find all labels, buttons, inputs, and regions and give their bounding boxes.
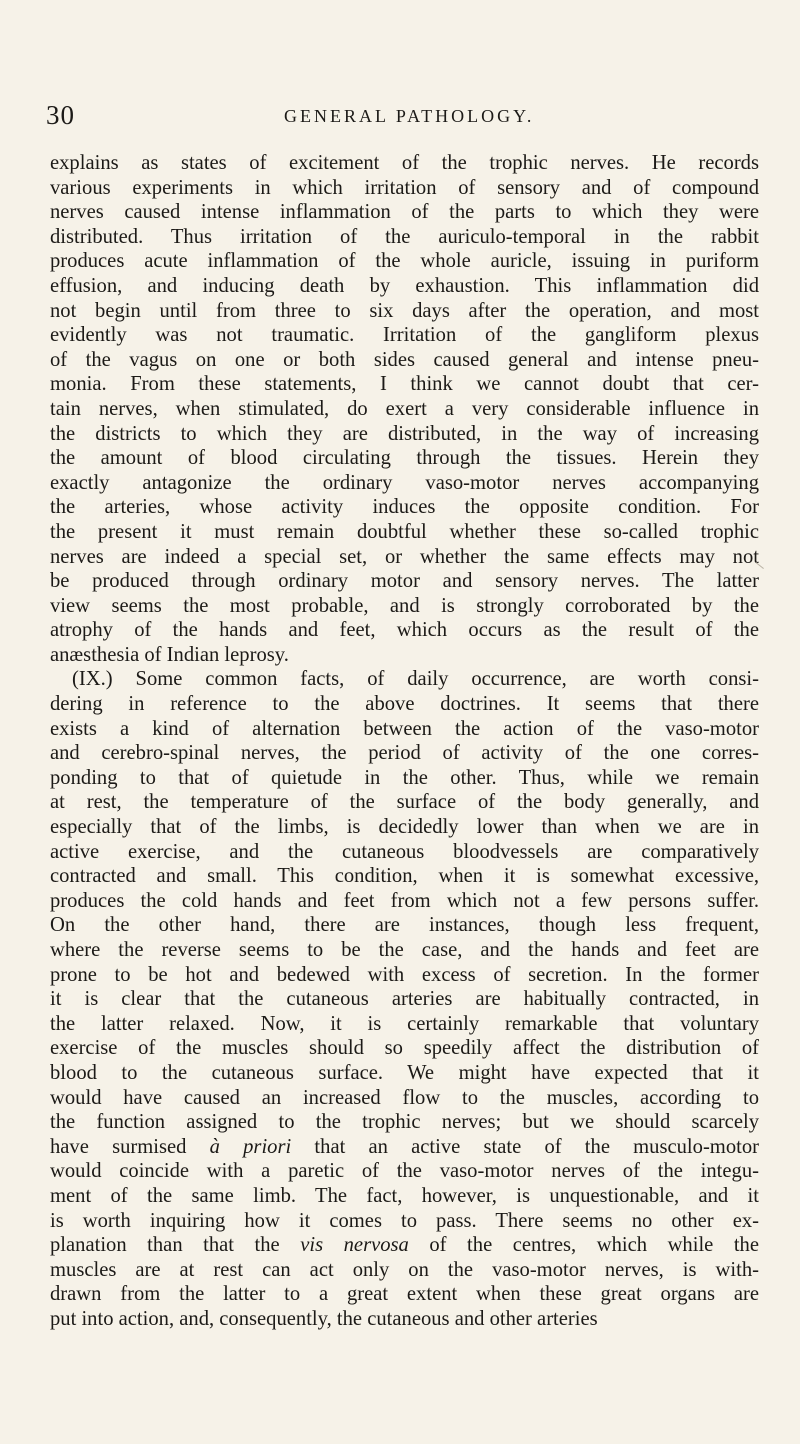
text-line: contracted and small. This condition, when it is somewhat excessive, bbox=[50, 865, 759, 888]
text-line: planation than that the vis nervosa of the centres, which while the bbox=[50, 1234, 759, 1257]
text-line: produces the cold hands and feet from which not a few persons suffer. bbox=[50, 889, 759, 912]
text-line: would have caused an increased flow to the muscles, according to bbox=[50, 1086, 759, 1109]
body-text bbox=[50, 151, 759, 1332]
text-line: the function assigned to the trophic nerves; but we should scarcely bbox=[50, 1111, 759, 1134]
text-line: where the reverse seems to be the case, and the hands and feet are bbox=[50, 939, 759, 961]
text-line: view seems the most probable, and is strongly corroborated by the bbox=[50, 594, 759, 617]
text-line: and cerebro-spinal nerves, the period of activity of the one corres- bbox=[50, 742, 759, 765]
text-line: explains as states of excitement of the trophic nerves. He records bbox=[50, 152, 759, 174]
text-line: the latter relaxed. Now, it is certainly remarkable that voluntary bbox=[50, 1012, 759, 1035]
text-line: ponding to that of quietude in the other. Thus, while we remain bbox=[50, 766, 759, 789]
text-line: the present it must remain doubtful whether these so-called trophic bbox=[50, 520, 759, 543]
text-line: various experiments in which irritation of sensory and of compound bbox=[50, 176, 759, 199]
running-title: GENERAL PATHOLOGY. bbox=[284, 106, 535, 126]
text-line: have surmised à priori that an active state of the musculo-motor bbox=[50, 1135, 759, 1158]
text-line: (IX.) Some common facts, of daily occurrence, are worth consi- bbox=[72, 668, 759, 691]
text-line: prone to be hot and bedewed with excess of secretion. In the former bbox=[50, 963, 759, 986]
text-line: the arteries, whose activity induces the opposite condition. For bbox=[50, 496, 759, 519]
text-line: blood to the cutaneous surface. We might have expected that it bbox=[50, 1061, 759, 1084]
text-line: exercise of the muscles should so speedily affect the distribution of bbox=[50, 1037, 759, 1060]
text-line: evidently was not traumatic. Irritation of the gangliform plexus bbox=[50, 324, 759, 347]
text-line: ment of the same limb. The fact, however, is unquestionable, and it bbox=[50, 1184, 759, 1207]
text-line: dering in reference to the above doctrines. It seems that there bbox=[50, 693, 759, 716]
text-line: put into action, and, consequently, the cutaneous and other arteries bbox=[50, 1307, 598, 1330]
page-number: 30 bbox=[46, 100, 75, 130]
text-line: be produced through ordinary motor and sensory nerves. The latter bbox=[50, 570, 759, 593]
text-line: distributed. Thus irritation of the auriculo-temporal in the rabbit bbox=[50, 225, 759, 248]
text-line: anæsthesia of Indian leprosy. bbox=[50, 643, 289, 666]
running-head bbox=[46, 100, 746, 130]
text-line: not begin until from three to six days after the operation, and most bbox=[50, 299, 759, 322]
text-line: nerves are indeed a special set, or whether the same effects may not bbox=[50, 545, 759, 568]
text-line: the districts to which they are distributed, in the way of increasing bbox=[50, 422, 759, 445]
text-line: the amount of blood circulating through the tissues. Herein they bbox=[50, 447, 759, 470]
text-line: drawn from the latter to a great extent when these great organs are bbox=[50, 1283, 759, 1306]
text-line: exactly antagonize the ordinary vaso-motor nerves accompanying bbox=[50, 471, 759, 494]
text-line: effusion, and inducing death by exhaustion. This inflammation did bbox=[50, 274, 759, 297]
italic-phrase: vis nervosa bbox=[300, 1234, 409, 1257]
text-line: tain nerves, when stimulated, do exert a very considerable influence in bbox=[50, 397, 759, 420]
text-line: exists a kind of alternation between the action of the vaso-motor bbox=[50, 717, 759, 740]
text-line: of the vagus on one or both sides caused general and intense pneu- bbox=[50, 348, 759, 371]
text-line: muscles are at rest can act only on the vaso-motor nerves, is with- bbox=[50, 1258, 759, 1281]
text-line: at rest, the temperature of the surface of the body generally, and bbox=[50, 791, 759, 814]
text-line: would coincide with a paretic of the vaso-motor nerves of the integu- bbox=[50, 1160, 759, 1183]
text-line: On the other hand, there are instances, though less frequent, bbox=[50, 914, 759, 937]
text-line: especially that of the limbs, is decidedly lower than when we are in bbox=[50, 816, 759, 839]
text-line: atrophy of the hands and feet, which occurs as the result of the bbox=[50, 619, 759, 642]
italic-phrase: à priori bbox=[209, 1135, 292, 1158]
text-line: monia. From these statements, I think we cannot doubt that cer- bbox=[50, 373, 759, 396]
text-line: it is clear that the cutaneous arteries are habitually contracted, in bbox=[50, 988, 759, 1011]
text-line: produces acute inflammation of the whole auricle, issuing in puriform bbox=[50, 250, 759, 273]
text-line: is worth inquiring how it comes to pass. There seems no other ex- bbox=[50, 1209, 759, 1232]
text-line: nerves caused intense inflammation of the parts to which they were bbox=[50, 201, 759, 224]
text-line: active exercise, and the cutaneous bloodvessels are comparatively bbox=[50, 840, 759, 863]
